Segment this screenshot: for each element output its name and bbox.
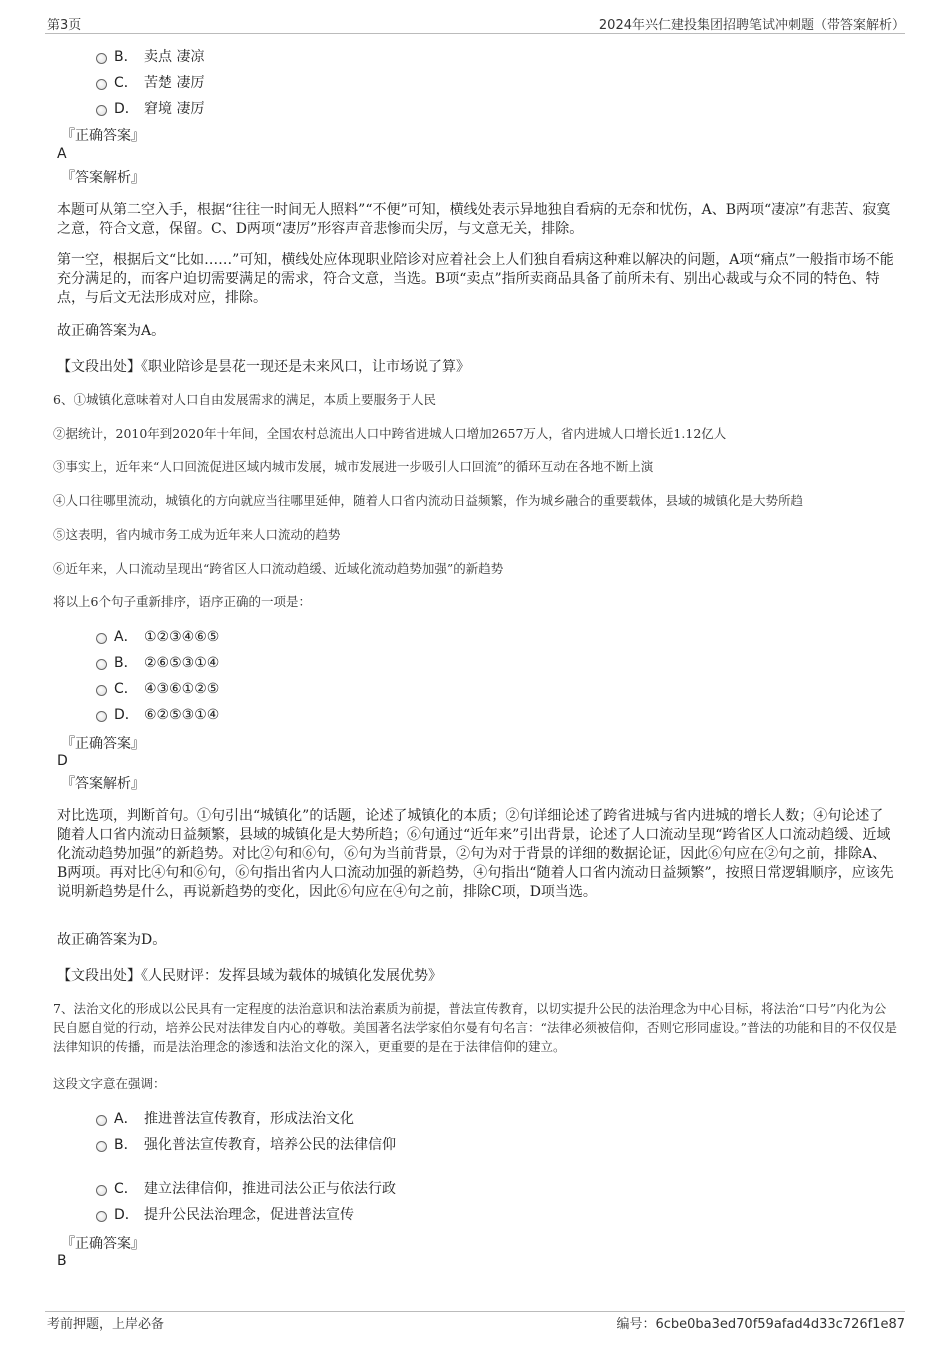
q5-option-c[interactable]: C． 苦楚 凄厉	[96, 73, 204, 93]
q6-correct-label: 『正确答案』	[61, 736, 145, 752]
radio-icon[interactable]	[96, 711, 107, 722]
radio-icon[interactable]	[96, 1141, 107, 1152]
q6-option-c[interactable]: C． ④③⑥①②⑤	[96, 679, 219, 699]
q5-analysis-paragraph-2: 第一空，根据后文“比如……”可知，横线处应体现职业陪诊对应着社会上人们独自看病这种难以解决的问题，A项“痛点”一般指市场不能充分满足的，而客户迫切需要满足的需求，符合文意，当选。B项“卖点”指所卖商品具备了前所未有、别出心裁或与众不同的特色、特点，与后文无法形成对应，排除。	[57, 252, 894, 306]
q5-option-d[interactable]: D． 窘境 凄厉	[96, 99, 204, 119]
q7-option-d[interactable]: D． 提升公民法治理念，促进普法宣传	[96, 1205, 354, 1225]
q5-source: 【文段出处】《职业陪诊是昙花一现还是未来风口，让市场说了算》	[57, 359, 470, 375]
q6-sentence-2: ②据统计，2010年到2020年十年间，全国农村总流出人口中跨省进城人口增加2657万人，省内进城人口增长近1.12亿人	[53, 426, 727, 441]
q5-analysis-conclusion: 故正确答案为A。	[57, 323, 166, 339]
q5-analysis-label: 『答案解析』	[61, 170, 145, 186]
footer-divider	[45, 1311, 905, 1312]
q6-source: 【文段出处】《人民财评：发挥县域为载体的城镇化发展优势》	[57, 968, 442, 984]
page-header	[0, 0, 950, 34]
radio-icon[interactable]	[96, 53, 107, 64]
radio-icon[interactable]	[96, 685, 107, 696]
radio-icon[interactable]	[96, 1211, 107, 1222]
q6-analysis-paragraph: 对比选项，判断首句。①句引出“城镇化”的话题，论述了城镇化的本质；②句详细论述了跨省进城与省内进城的增长人数；④句论述了随着人口省内流动日益频繁，县域的城镇化是大势所趋；⑥句通过“近年来”引出背景，论述了人口流动呈现“跨省区人口流动趋缓、近域化流动趋势加强”的新趋势。对比②句和⑥句，⑥句为当前背景，②句为对于背景的详细的数据论证，因此⑥句应在②句之前，排除A、B两项。再对比④句和⑥句，⑥句指出省内人口流动加强的新趋势，④句指出“随着人口省内流动日益频繁”，按照日常逻辑顺序，应该先说明新趋势是什么，再说新趋势的变化，因此⑥句应在④句之前，排除C项，D项当选。	[57, 808, 894, 900]
radio-icon[interactable]	[96, 105, 107, 116]
q6-option-a[interactable]: A． ①②③④⑥⑤	[96, 627, 219, 647]
q6-analysis-label: 『答案解析』	[61, 776, 145, 792]
q7-stem: 7、法治文化的形成以公民具有一定程度的法治意识和法治素质为前提，普法宣传教育，以切实提升公民的法治理念为中心目标，将法治“口号”内化为公民自愿自觉的行动，培养公民对法律发自内心的尊敬。美国著名法学家伯尔曼有句名言：“法律必须被信仰，否则它形同虚设。”普法的功能和目的不仅仅是法律知识的传播，而是法治理念的渗透和法治文化的深入，更重要的是在于法律信仰的建立。	[53, 1001, 898, 1054]
q6-question: 将以上6个句子重新排序，语序正确的一项是：	[53, 594, 311, 609]
q7-option-a[interactable]: A． 推进普法宣传教育，形成法治文化	[96, 1109, 354, 1129]
q6-analysis-conclusion: 故正确答案为D。	[57, 932, 167, 948]
radio-icon[interactable]	[96, 659, 107, 670]
q6-option-d[interactable]: D． ⑥②⑤③①④	[96, 705, 219, 725]
q6-sentence-3: ③事实上，近年来“人口回流促进区域内城市发展，城市发展进一步吸引人口回流”的循环互动在各地不断上演	[53, 459, 654, 474]
q5-correct-label: 『正确答案』	[61, 128, 145, 144]
q5-analysis-paragraph-1: 本题可从第二空入手，根据“往往一时间无人照料”“不便”可知，横线处表示异地独自看病的无奈和忧伤，A、B两项“凄凉”有悲苦、寂寞之意，符合文意，保留。C、D两项“凄厉”形容声音悲惨而尖厉，与文意无关，排除。	[57, 202, 891, 237]
document-title: 2024年兴仁建投集团招聘笔试冲刺题（带答案解析）	[598, 18, 905, 33]
q6-sentence-1: 6、①城镇化意味着对人口自由发展需求的满足，本质上要服务于人民	[53, 392, 436, 407]
q6-sentence-5: ⑤这表明，省内城市务工成为近年来人口流动的趋势	[53, 527, 341, 542]
q5-option-b[interactable]: B． 卖点 凄凉	[96, 47, 204, 67]
q7-option-b[interactable]: B． 强化普法宣传教育，培养公民的法律信仰	[96, 1135, 396, 1155]
q6-sentence-6: ⑥近年来，人口流动呈现出“跨省区人口流动趋缓、近域化流动趋势加强”的新趋势	[53, 561, 504, 576]
q7-correct-answer: B	[57, 1253, 67, 1269]
q7-question: 这段文字意在强调：	[53, 1076, 166, 1091]
q5-correct-answer: A	[57, 146, 67, 162]
radio-icon[interactable]	[96, 1185, 107, 1196]
document-code: 编号：6cbe0ba3ed70f59afad4d33c726f1e87	[616, 1317, 905, 1332]
radio-icon[interactable]	[96, 633, 107, 644]
radio-icon[interactable]	[96, 1115, 107, 1126]
header-divider	[45, 33, 905, 34]
radio-icon[interactable]	[96, 79, 107, 90]
q6-sentence-4: ④人口往哪里流动，城镇化的方向就应当往哪里延伸，随着人口省内流动日益频繁，作为城乡融合的重要载体，县域的城镇化是大势所趋	[53, 493, 804, 508]
q7-option-c[interactable]: C． 建立法律信仰，推进司法公正与依法行政	[96, 1179, 396, 1199]
q7-correct-label: 『正确答案』	[61, 1236, 145, 1252]
q6-correct-answer: D	[57, 753, 68, 769]
q6-option-b[interactable]: B． ②⑥⑤③①④	[96, 653, 219, 673]
footer-slogan: 考前押题，上岸必备	[47, 1317, 165, 1332]
page-number: 第3页	[47, 18, 82, 33]
